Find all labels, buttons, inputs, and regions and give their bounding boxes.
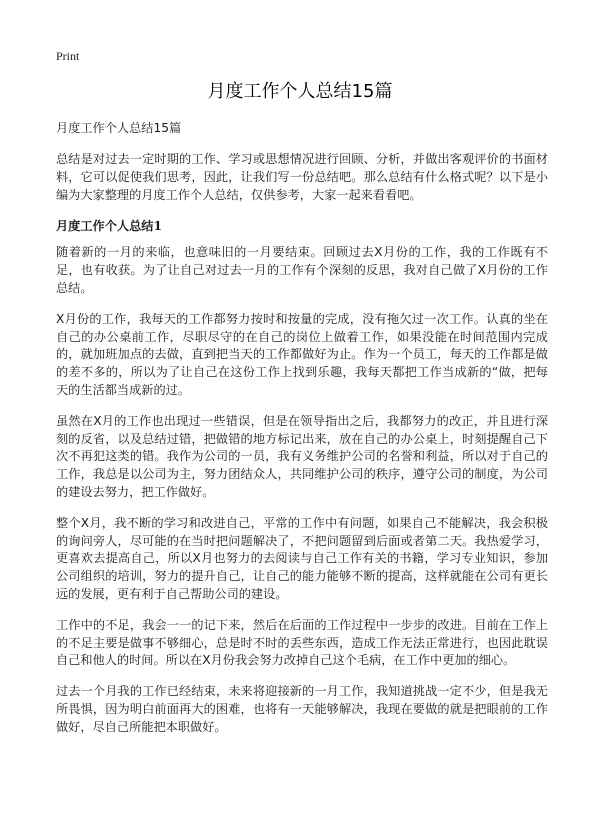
page-title: 月度工作个人总结15篇 (207, 81, 393, 102)
body-paragraph-1: 随着新的一月的来临，也意味旧的一月要结束。回顾过去X月份的工作，我的工作既有不足，也有收获。为了让自己对过去一月的工作有个深刻的反思，我对自己做了X月份的工作总结。 (56, 245, 548, 295)
section-heading: 月度工作个人总结1 (56, 219, 162, 234)
body-paragraph-4: 整个X月，我不断的学习和改进自己，平常的工作中有问题，如果自己不能解决，我会积极的询问旁人，尽可能的在当时把问题解决了，不把问题留到后面或者第二天。我热爱学习，更喜欢去提高自己，所以X月也努力的去阅读与自己工作有关的书籍，学习专业知识，参加公司组织的培训，努力的提升自己，让自己的能力能够不断的提高，这样就能在公司有更长远的发展，更有利于自己帮助公司的建设。 (56, 515, 548, 601)
body-paragraph-5: 工作中的不足，我会一一的记下来，然后在后面的工作过程中一步步的改进。目前在工作上的不足主要是做事不够细心，总是时不时的丢些东西，造成工作无法正常进行，也因此耽误自己和他人的时间。所以在X月份我会努力改掉自己这个毛病，在工作中更加的细心。 (56, 617, 548, 668)
body-paragraph-3: 虽然在X月的工作也出现过一些错误，但是在领导指出之后，我都努力的改正，并且进行深刻的反省，以及总结过错，把做错的地方标记出来，放在自己的办公桌上，时刻提醒自己下次不再犯这类的错。我作为公司的一员，我有义务维护公司的名誉和利益，所以对于自己的工作，我总是以公司为主，努力团结众人，共同维护公司的秩序，遵守公司的制度，为公司的建设去努力，把工作做好。 (56, 413, 548, 499)
body-paragraph-2: X月份的工作，我每天的工作都努力按时和按量的完成，没有拖欠过一次工作。认真的坐在自己的办公桌前工作，尽职尽守的在自己的岗位上做着工作，如果没能在时间范围内完成的，就加班加点的去做，直到把当天的工作都做好为止。作为一个员工，每天的工作都是做的差不多的，所以为了让自己在这份工作上找到乐趣，我每天都把工作当成新的“做，把每天的生活都当成新的过。 (56, 311, 548, 397)
intro-paragraph: 总结是对过去一定时期的工作、学习或思想情况进行回顾、分析，并做出客观评价的书面材料，它可以促使我们思考，因此，让我们写一份总结吧。那么总结有什么格式呢？以下是小编为大家整理的月度工作个人总结，仅供参考，大家一起来看看吧。 (56, 152, 548, 202)
print-link[interactable]: Print (56, 49, 80, 63)
document-subtitle: 月度工作个人总结15篇 (56, 121, 182, 135)
document-body (56, 120, 548, 750)
body-paragraph-6: 过去一个月我的工作已经结束，未来将迎接新的一月工作，我知道挑战一定不少，但是我无所畏惧，因为明白前面再大的困难，也将有一天能够解决，我现在要做的就是把眼前的工作做好，尽自己所能把本职做好。 (56, 684, 548, 734)
